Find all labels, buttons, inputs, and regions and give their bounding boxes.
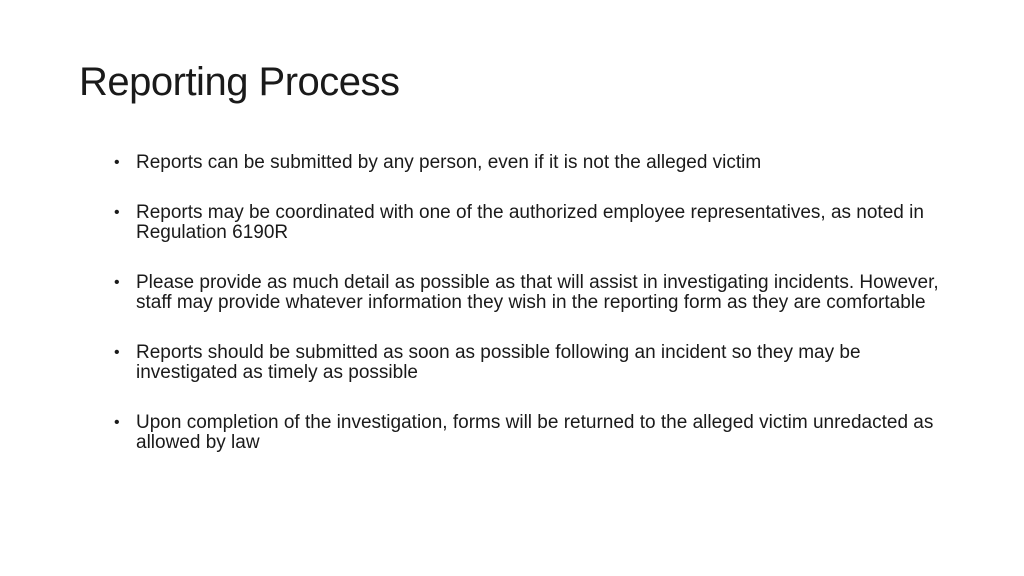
bullet-dot-icon: • xyxy=(114,154,120,171)
bullet-dot-icon: • xyxy=(114,204,120,221)
bullet-item xyxy=(114,153,944,173)
bullet-item xyxy=(114,343,944,383)
bullet-text: Upon completion of the investigation, forms will be returned to the alleged victim unredacted as allowed by law xyxy=(136,412,934,453)
bullet-dot-icon: • xyxy=(114,414,120,431)
bullet-text: Reports can be submitted by any person, even if it is not the alleged victim xyxy=(136,152,762,173)
bullet-dot-icon: • xyxy=(114,274,120,291)
bullet-item xyxy=(114,203,944,243)
bullet-text: Please provide as much detail as possible as that will assist in investigating incidents. However, staff may provide whatever information they wish in the reporting form as they are comfortable xyxy=(136,272,939,313)
slide-title: Reporting Process xyxy=(79,60,400,104)
bullet-dot-icon: • xyxy=(114,344,120,361)
bullet-item xyxy=(114,413,944,453)
bullet-list xyxy=(114,153,944,483)
bullet-item xyxy=(114,273,944,313)
bullet-text: Reports may be coordinated with one of the authorized employee representatives, as noted in Regulation 6190R xyxy=(136,202,924,243)
bullet-text: Reports should be submitted as soon as possible following an incident so they may be investigated as timely as possible xyxy=(136,342,861,383)
